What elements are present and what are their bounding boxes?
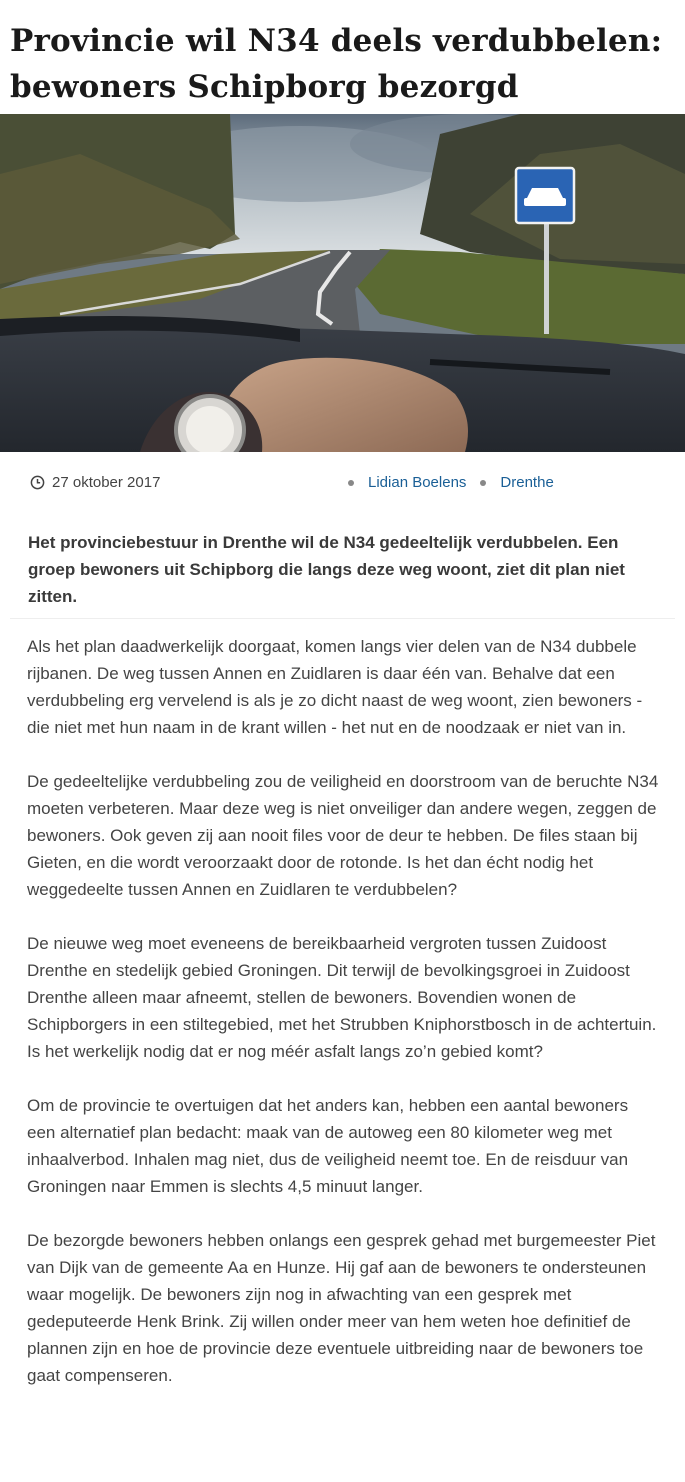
intro-divider <box>10 618 675 619</box>
author-link[interactable]: Lidian Boelens <box>368 474 467 491</box>
body-paragraph: Als het plan daadwerkelijk doorgaat, komen langs vier delen van de N34 dubbele rijbanen. De weg tussen Annen en Zuidlaren is daar één van. Behalve dat een verdubbeling erg vervelend is als je zo dicht naast de weg woont, zien bewoners - die niet met hun naam in de krant willen - het nut en de noodzaak er niet van in. <box>27 637 643 737</box>
article-date-text: 27 oktober 2017 <box>52 474 161 491</box>
article-byline <box>348 474 568 491</box>
article-title-line-1: Provincie wil N34 deels verdubbelen: <box>10 23 663 59</box>
body-paragraph: Om de provincie te overtuigen dat het anders kan, hebben een aantal bewoners een alternatief plan bedacht: maak van de autoweg een 80 kilometer weg met inhaalverbod. Inhalen mag niet, dus de veiligheid neemt toe. En de reisduur van Groningen naar Emmen is slechts 4,5 minuut langer. <box>27 1096 629 1196</box>
article-date <box>30 474 160 491</box>
article-title <box>0 0 685 110</box>
body-paragraph: De nieuwe weg moet eveneens de bereikbaarheid vergroten tussen Zuidoost Drenthe en stedelijk gebied Groningen. Dit terwijl de bevolkingsgroei in Zuidoost Drenthe alleen maar afneemt, stellen de bewoners. Bovendien wonen de Schipborgers in een stiltegebied, met het Strubben Kniphorstbosch in de achtertuin. Is het werkelijk nodig dat er nog méér asfalt langs zo’n gebied komt? <box>27 934 657 1061</box>
article-meta <box>0 472 685 496</box>
body-paragraph: De bezorgde bewoners hebben onlangs een gesprek gehad met burgemeester Piet van Dijk van de gemeente Aa en Hunze. Hij gaf aan de bewoners te ondersteunen waar mogelijk. De bewoners zijn nog in afwachting van een gesprek met gedeputeerde Henk Brink. Zij willen onder meer van hem weten hoe definitief de plannen zijn en hoe de provincie deze eventuele uitbreiding naar de bewoners toe gaat compenseren. <box>27 1231 656 1385</box>
bullet-dot-icon <box>480 480 486 486</box>
bullet-dot-icon <box>348 480 354 486</box>
clock-icon <box>30 475 45 490</box>
category-link[interactable]: Drenthe <box>500 474 554 491</box>
article-title-line-2: bewoners Schipborg bezorgd <box>10 69 519 105</box>
hero-image <box>0 114 685 452</box>
article-body <box>27 633 659 1416</box>
article-intro: Het provinciebestuur in Drenthe wil de N34 gedeeltelijk verdubbelen. Een groep bewoners uit Schipborg die langs deze weg woont, ziet dit plan niet zitten. <box>28 533 625 606</box>
body-paragraph: De gedeeltelijke verdubbeling zou de veiligheid en doorstroom van de beruchte N34 moeten verbeteren. Maar deze weg is niet onveiliger dan andere wegen, zeggen de bewoners. Ook geven zij aan nooit files voor de deur te hebben. De files staan bij Gieten, en die wordt veroorzaakt door de rotonde. Is het dan écht nodig het weggedeelte tussen Annen en Zuidlaren te verdubbelen? <box>27 772 659 899</box>
